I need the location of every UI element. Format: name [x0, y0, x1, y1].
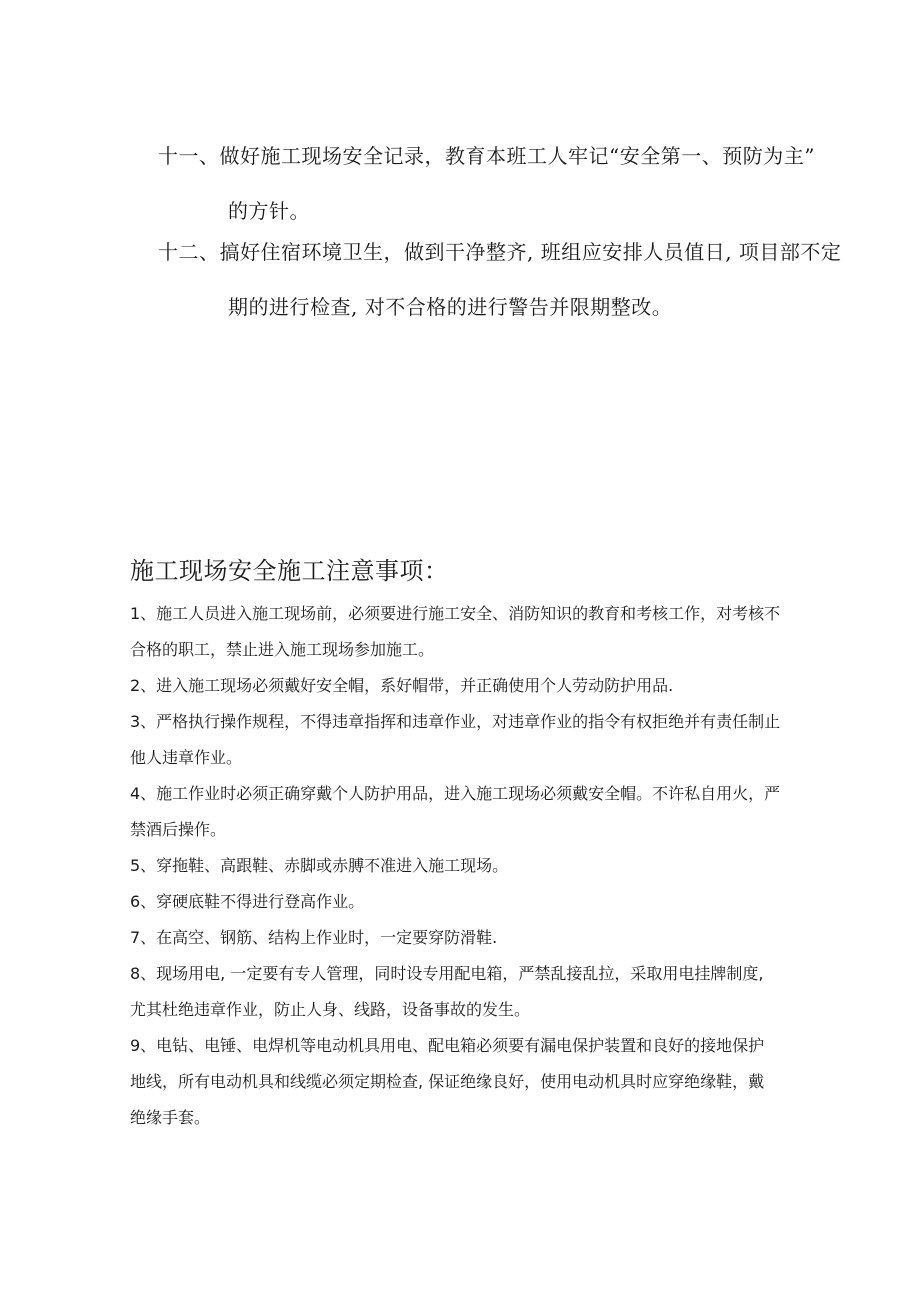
rule-item-12 — [158, 238, 842, 321]
notes-section-title: 施工现场安全施工注意事项： — [130, 557, 449, 585]
rule-line: 期的进行检查, 对不合格的进行警告并限期整改。 — [228, 295, 673, 319]
rule-line: 十一、做好施工现场安全记录，教育本班工人牢记“安全第一、预防为主” — [158, 144, 815, 168]
note-line: 合格的职工，禁止进入施工现场参加施工。 — [130, 640, 435, 659]
note-line: 3、严格执行操作规程，不得违章指挥和违章作业，对违章作业的指令有权拒绝并有责任制止 — [130, 712, 781, 731]
rule-line: 的方针。 — [228, 199, 310, 223]
note-line: 7、在高空、钢筋、结构上作业时，一定要穿防滑鞋. — [130, 928, 498, 947]
note-item-6 — [130, 884, 820, 920]
note-line: 禁酒后操作。 — [130, 820, 227, 839]
note-line: 6、穿硬底鞋不得进行登高作业。 — [130, 892, 365, 911]
rule-line: 十二、搞好住宿环境卫生，做到干净整齐, 班组应安排人员值日, 项目部不定 — [158, 240, 842, 264]
notes-list — [130, 596, 820, 1136]
note-line: 尤其杜绝违章作业，防止人身、线路，设备事故的发生。 — [130, 1000, 531, 1019]
note-item-1 — [130, 596, 820, 668]
note-line: 绝缘手套。 — [130, 1108, 211, 1127]
rule-item-11 — [158, 142, 838, 225]
note-item-8 — [130, 956, 820, 1028]
note-line: 8、现场用电, 一定要有专人管理，同时设专用配电箱，严禁乱接乱拉，采取用电挂牌制度, — [130, 964, 764, 983]
note-item-2 — [130, 668, 820, 704]
note-item-4 — [130, 776, 820, 848]
note-line: 9、电钻、电锤、电焊机等电动机具用电、配电箱必须要有漏电保护装置和良好的接地保护 — [130, 1036, 765, 1055]
note-item-5 — [130, 848, 820, 884]
note-line: 他人违章作业。 — [130, 748, 243, 767]
note-item-9 — [130, 1028, 820, 1136]
note-line: 1、施工人员进入施工现场前，必须要进行施工安全、消防知识的教育和考核工作，对考核不 — [130, 604, 781, 623]
note-line: 2、进入施工现场必须戴好安全帽，系好帽带，并正确使用个人劳动防护用品. — [130, 676, 674, 695]
note-item-3 — [130, 704, 820, 776]
note-line: 5、穿拖鞋、高跟鞋、赤脚或赤膊不准进入施工现场。 — [130, 856, 509, 875]
note-line: 地线，所有电动机具和线缆必须定期检查, 保证绝缘良好，使用电动机具时应穿绝缘鞋，戴 — [130, 1072, 765, 1091]
note-line: 4、施工作业时必须正确穿戴个人防护用品，进入施工现场必须戴安全帽。不许私自用火，严 — [130, 784, 781, 803]
note-item-7 — [130, 920, 820, 956]
